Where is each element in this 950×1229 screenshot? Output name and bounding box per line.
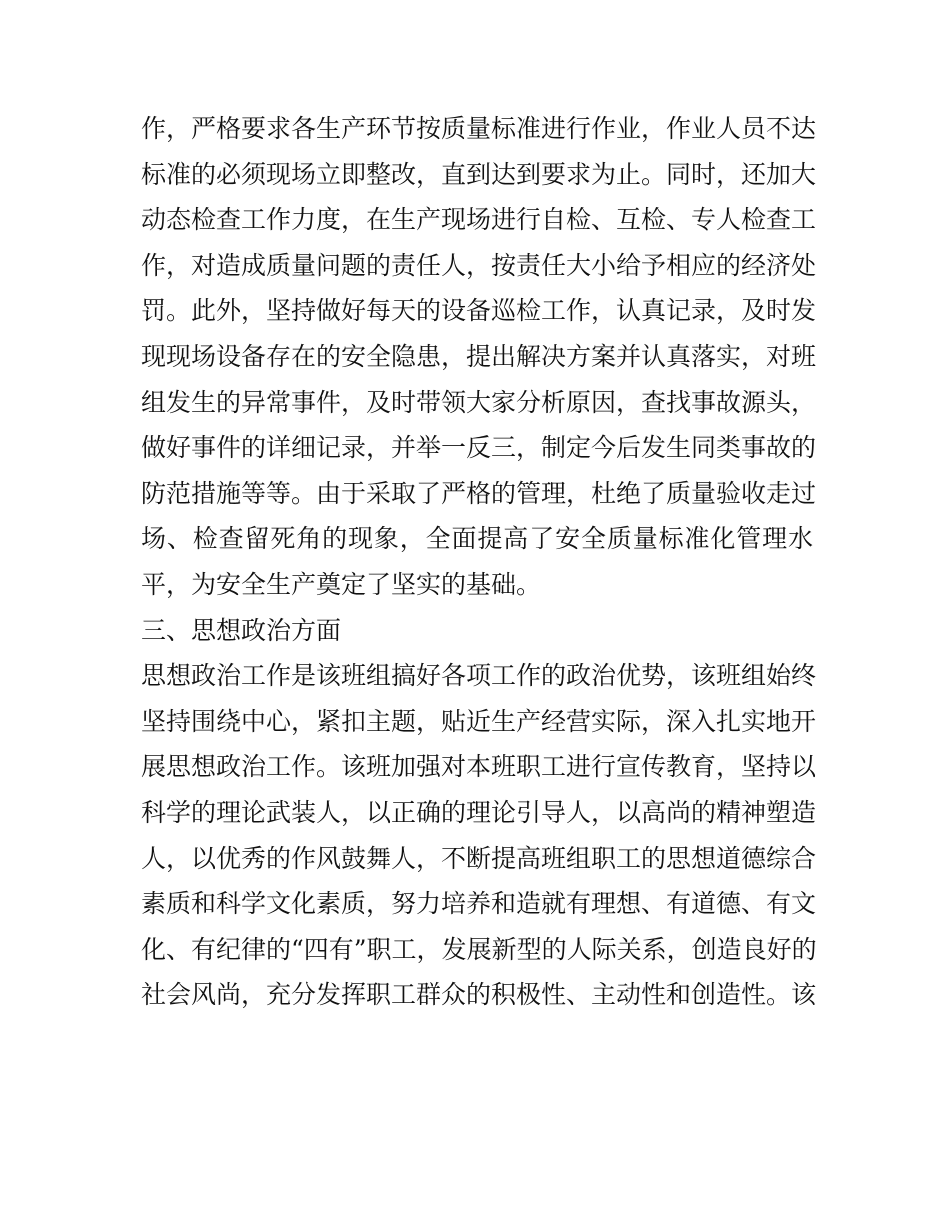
text-line: 罚。此外，坚持做好每天的设备巡检工作，认真记录，及时发	[141, 296, 817, 326]
text-line: 展思想政治工作。该班加强对本班职工进行宣传教育，坚持以	[141, 752, 817, 782]
text-line: 作，严格要求各生产环节按质量标准进行作业，作业人员不达	[141, 114, 817, 143]
text-line: 做好事件的详细记录，并举一反三，制定今后发生同类事故的	[141, 433, 817, 463]
text-line: 素质和科学文化素质，努力培养和造就有理想、有道德、有文	[141, 889, 817, 919]
text-line: 社会风尚，充分发挥职工群众的积极性、主动性和创造性。该	[141, 980, 817, 1010]
text-line: 动态检查工作力度，在生产现场进行自检、互检、专人检查工	[141, 205, 817, 235]
text-line: 标准的必须现场立即整改，直到达到要求为止。同时，还加大	[141, 159, 817, 189]
section-heading: 三、思想政治方面	[141, 615, 342, 645]
text-line: 场、检查留死角的现象，全面提高了安全质量标准化管理水	[141, 524, 813, 554]
text-line: 防范措施等等。由于采取了严格的管理，杜绝了质量验收走过	[141, 478, 817, 508]
paragraph-end-line: 平，为安全生产奠定了坚实的基础。	[141, 569, 542, 599]
text-line: 现现场设备存在的安全隐患，提出解决方案并认真落实，对班	[141, 341, 817, 371]
text-line: 化、有纪律的“四有”职工，发展新型的人际关系，创造良好的	[141, 934, 817, 964]
body-text	[141, 106, 817, 1018]
text-line: 组发生的异常事件，及时带领大家分析原因，查找事故源头，	[141, 387, 817, 417]
text-line: 作，对造成质量问题的责任人，按责任大小给予相应的经济处	[141, 250, 817, 280]
text-line: 思想政治工作是该班组搞好各项工作的政治优势，该班组始终	[141, 661, 817, 691]
text-line: 人，以优秀的作风鼓舞人，不断提高班组职工的思想道德综合	[141, 843, 817, 873]
text-line: 科学的理论武装人，以正确的理论引导人，以高尚的精神塑造	[141, 797, 817, 827]
text-line: 坚持围绕中心，紧扣主题，贴近生产经营实际，深入扎实地开	[141, 706, 817, 736]
